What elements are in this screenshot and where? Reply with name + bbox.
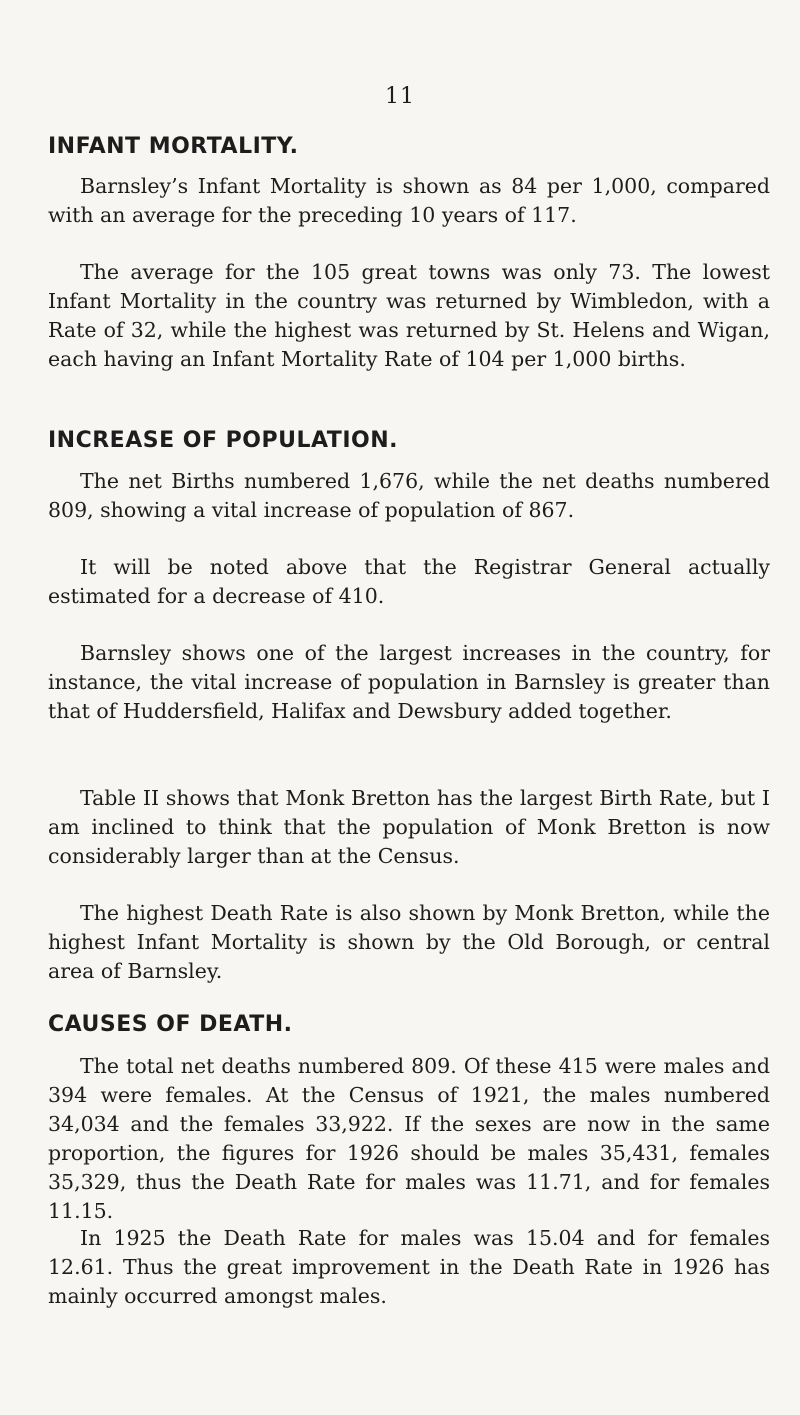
section-heading-infant-mortality: INFANT MORTALITY. <box>48 134 299 159</box>
paragraph: Barnsley shows one of the largest increases in the country, for instance, the vital increase of population in Barnsley is greater than that of Huddersfield, Halifax and Dewsbury added together. <box>48 641 770 723</box>
section-heading-causes-of-death: CAUSES OF DEATH. <box>48 1012 293 1037</box>
paragraph: It will be noted above that the Registrar General actually estimated for a decrease of 410. <box>48 555 770 608</box>
paragraph: Table II shows that Monk Bretton has the largest Birth Rate, but I am inclined to think that the population of Monk Bretton is now considerably larger than at the Census. <box>48 786 770 868</box>
paragraph: The average for the 105 great towns was only 73. The lowest Infant Mortality in the country was returned by Wimbledon, with a Rate of 32, while the highest was returned by St. Helens and Wigan, each having an Infant Mortality Rate of 104 per 1,000 births. <box>48 260 770 371</box>
page-number: 11 <box>385 84 415 109</box>
paragraph: The highest Death Rate is also shown by Monk Bretton, while the highest Infant Mortality is shown by the Old Borough, or central area of Barnsley. <box>48 901 770 983</box>
section-heading-increase-of-population: INCREASE OF POPULATION. <box>48 428 398 453</box>
paragraph: Barnsley’s Infant Mortality is shown as 84 per 1,000, compared with an average for the preceding 10 years of 117. <box>48 174 770 227</box>
paragraph: In 1925 the Death Rate for males was 15.04 and for females 12.61. Thus the great improvement in the Death Rate in 1926 has mainly occurred amongst males. <box>48 1226 770 1308</box>
paragraph: The net Births numbered 1,676, while the net deaths numbered 809, showing a vital increase of population of 867. <box>48 469 770 522</box>
paragraph: The total net deaths numbered 809. Of these 415 were males and 394 were females. At the Census of 1921, the males numbered 34,034 and the females 33,922. If the sexes are now in the same proportion, the figures for 1926 should be males 35,431, females 35,329, thus the Death Rate for males was 11.71, and for females 11.15. <box>48 1054 770 1223</box>
